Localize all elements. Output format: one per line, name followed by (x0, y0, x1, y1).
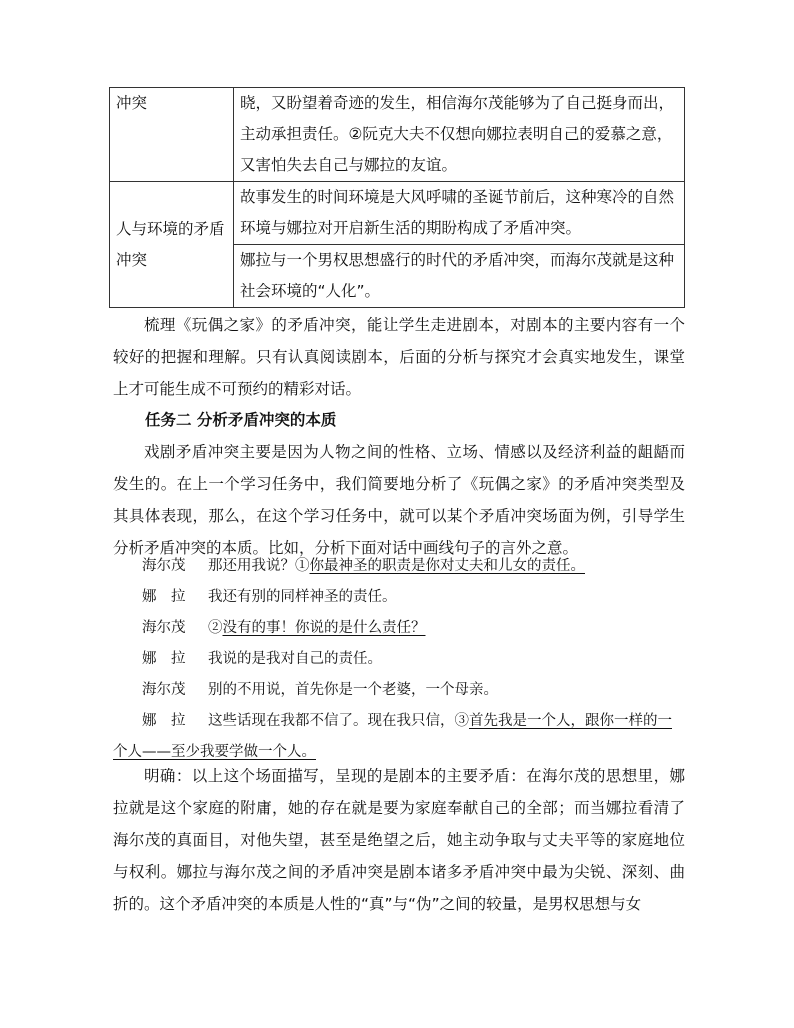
dialogue-line (113, 644, 685, 675)
speaker-name: 海尔茂 (142, 558, 186, 574)
dialogue-line (113, 551, 685, 582)
table-cell-text: 晓，又盼望着奇迹的发生，相信海尔茂能够为了自己挺身而出，主动承担责任。②阮克大夫不仅想向娜拉表明自己的爱慕之意，又害怕失去自己与娜拉的友谊。 (234, 88, 685, 182)
task2-heading: 任务二 分析矛盾冲突的本质 (145, 411, 337, 429)
underlined-sentence: 你最神圣的职责是你对丈夫和儿女的责任。 (309, 558, 585, 574)
paragraph-task2-intro: 戏剧矛盾冲突主要是因为人物之间的性格、立场、情感以及经济利益的龃龉而发生的。在上一个学习任务中，我们简要地分析了《玩偶之家》的矛盾冲突类型及其具体表现，那么，在这个学习任务中，就可以某个矛盾冲突场面为例，引导学生分析矛盾冲突的本质。比如，分析下面对话中画线句子的言外之意。 (113, 443, 685, 557)
paragraph-summary: 梳理《玩偶之家》的矛盾冲突，能让学生走进剧本，对剧本的主要内容有一个较好的把握和理解。只有认真阅读剧本，后面的分析与探究才会真实地发生，课堂上才可能生成不可预约的精彩对话。 (113, 316, 685, 398)
speaker-name: 娜 拉 (142, 589, 186, 605)
speaker-name: 娜 拉 (142, 713, 186, 729)
speaker-name: 海尔茂 (142, 620, 186, 636)
dialogue-text: ② (208, 620, 223, 636)
table-cell-text: 娜拉与一个男权思想盛行的时代的矛盾冲突，而海尔茂就是这种社会环境的“人化”。 (234, 245, 685, 308)
dialogue-excerpt (113, 551, 685, 768)
paragraph-clarification: 明确：以上这个场面描写，呈现的是剧本的主要矛盾：在海尔茂的思想里，娜拉就是这个家庭的附庸，她的存在就是要为家庭奉献自己的全部；而当娜拉看清了海尔茂的真面目，对他失望，甚至是绝望之后，她主动争取与丈夫平等的家庭地位与权利。娜拉与海尔茂之间的矛盾冲突是剧本诸多矛盾冲突中最为尖锐、深刻、曲折的。这个矛盾冲突的本质是人性的“真”与“伪”之间的较量，是男权思想与女 (113, 767, 685, 913)
speaker-name: 海尔茂 (142, 682, 186, 698)
table-row (110, 182, 685, 245)
conflict-table (109, 87, 685, 308)
dialogue-line (113, 706, 685, 768)
speaker-name: 娜 拉 (142, 651, 186, 667)
dialogue-line (113, 675, 685, 706)
table-cell-text: 故事发生的时间环境是大风呼啸的圣诞节前后，这种寒冷的自然环境与娜拉对开启新生活的期盼构成了矛盾冲突。 (234, 182, 685, 245)
dialogue-text: 那还用我说？① (208, 558, 310, 574)
dialogue-text: 我说的是我对自己的责任。 (208, 651, 382, 667)
dialogue-line (113, 582, 685, 613)
table-cell-category: 冲突 (110, 88, 234, 182)
table-row (110, 88, 685, 182)
underlined-sentence: 首先我是一个人，跟你一样的一个人——至少我要学做一个人。 (113, 713, 672, 760)
underlined-sentence: 没有的事！你说的是什么责任？ (222, 620, 426, 636)
dialogue-text: 这些话现在我都不信了。现在我只信，③ (208, 713, 469, 729)
dialogue-text: 别的不用说，首先你是一个老婆，一个母亲。 (208, 682, 498, 698)
dialogue-text: 我还有别的同样神圣的责任。 (208, 589, 397, 605)
dialogue-line (113, 613, 685, 644)
table-cell-category: 人与环境的矛盾冲突 (110, 182, 234, 308)
